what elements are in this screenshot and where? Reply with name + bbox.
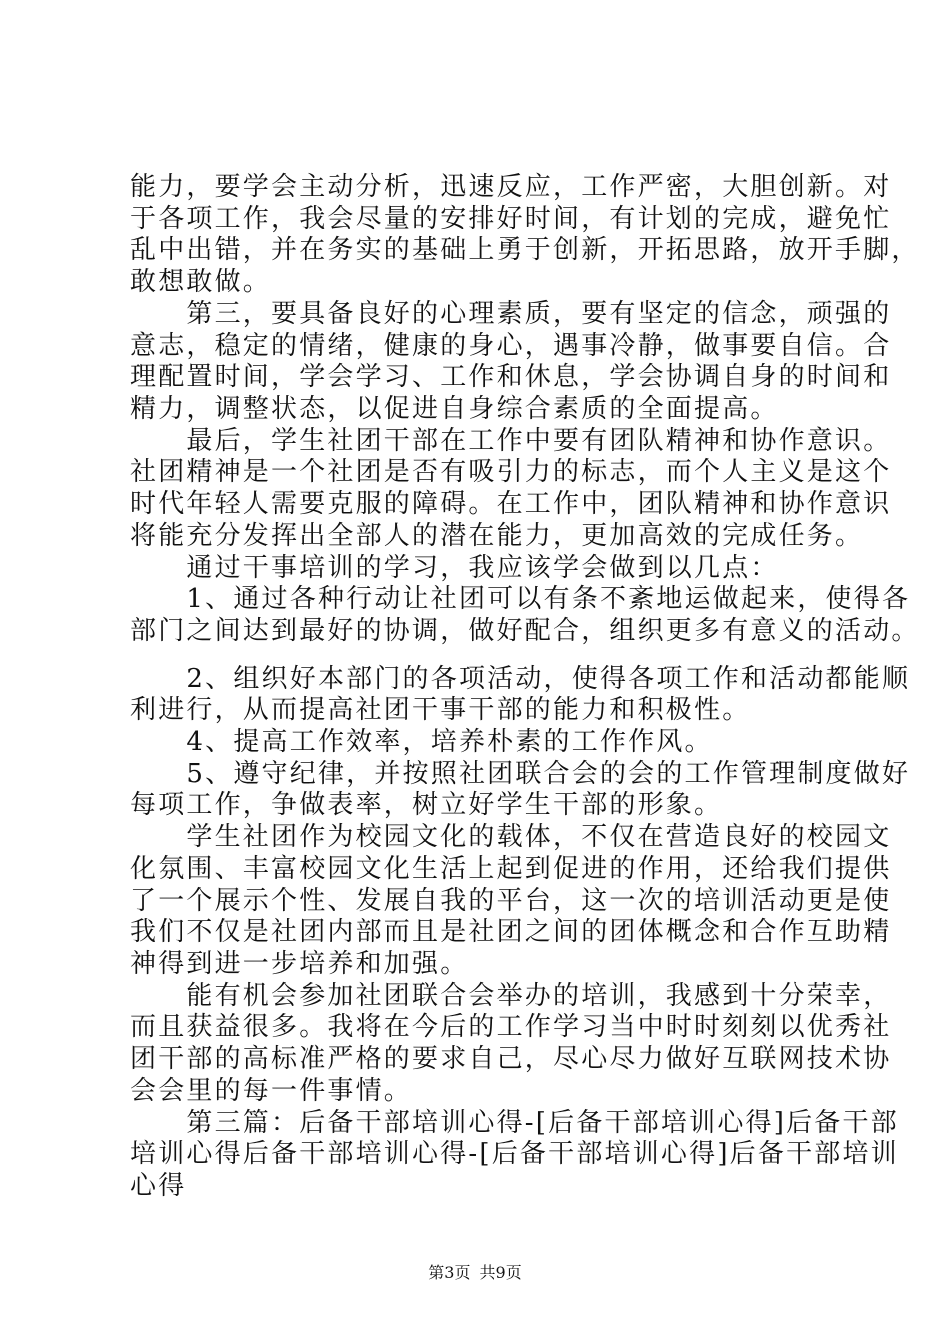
body-text-line: 社团精神是一个社团是否有吸引力的标志，而个人主义是这个 — [130, 457, 892, 487]
body-text-line: 1、通过各种行动让社团可以有条不紊地运做起来，使得各 — [130, 584, 911, 614]
body-text-line: 乱中出错，并在务实的基础上勇于创新，开拓思路，放开手脚， — [130, 235, 920, 265]
body-text-line: 部门之间达到最好的协调，做好配合，组织更多有意义的活动。 — [130, 616, 920, 646]
page-footer — [0, 1262, 950, 1284]
body-text-line: 第三，要具备良好的心理素质，要有坚定的信念，顽强的 — [130, 299, 892, 329]
page-total: 共9页 — [479, 1263, 522, 1282]
body-text-line: 第三篇：后备干部培训心得-[后备干部培训心得]后备干部 — [130, 1108, 899, 1138]
body-text-line: 会会里的每一件事情。 — [130, 1076, 413, 1106]
body-text-line: 敢想敢做。 — [130, 267, 272, 297]
body-text-line: 利进行，从而提高社团干事干部的能力和积极性。 — [130, 695, 751, 725]
body-text-line: 精力，调整状态，以促进自身综合素质的全面提高。 — [130, 394, 779, 424]
body-text-line: 而且获益很多。我将在今后的工作学习当中时时刻刻以优秀社 — [130, 1012, 892, 1042]
body-text-line: 化氛围、丰富校园文化生活上起到促进的作用，还给我们提供 — [130, 854, 892, 884]
body-text-line: 团干部的高标准严格的要求自己，尽心尽力做好互联网技术协 — [130, 1044, 892, 1074]
body-text-line: 2、组织好本部门的各项活动，使得各项工作和活动都能顺 — [130, 664, 911, 694]
body-text-line: 5、遵守纪律，并按照社团联合会的会的工作管理制度做好 — [130, 759, 911, 789]
body-text-line: 培训心得后备干部培训心得-[后备干部培训心得]后备干部培训 — [130, 1139, 899, 1169]
body-text-line: 神得到进一步培养和加强。 — [130, 949, 469, 979]
body-text-line: 时代年轻人需要克服的障碍。在工作中，团队精神和协作意识 — [130, 489, 892, 519]
body-text-line: 4、提高工作效率，培养朴素的工作作风。 — [130, 727, 713, 757]
body-text-line: 通过干事培训的学习，我应该学会做到以几点： — [130, 553, 779, 583]
body-text-line: 能有机会参加社团联合会举办的培训，我感到十分荣幸， — [130, 981, 892, 1011]
body-text-line: 将能充分发挥出全部人的潜在能力，更加高效的完成任务。 — [130, 521, 864, 551]
body-text-line: 心得 — [130, 1171, 187, 1201]
body-text-line: 我们不仅是社团内部而且是社团之间的团体概念和合作互助精 — [130, 917, 892, 947]
body-text-line: 了一个展示个性、发展自我的平台，这一次的培训活动更是使 — [130, 886, 892, 916]
page-number: 第3页 — [428, 1263, 471, 1282]
body-text-line: 学生社团作为校园文化的载体，不仅在营造良好的校园文 — [130, 822, 892, 852]
body-text-line: 于各项工作，我会尽量的安排好时间，有计划的完成，避免忙 — [130, 204, 892, 234]
body-text-line: 每项工作，争做表率，树立好学生干部的形象。 — [130, 790, 723, 820]
body-text-line: 意志，稳定的情绪，健康的身心，遇事冷静，做事要自信。合 — [130, 331, 892, 361]
body-text-line: 能力，要学会主动分析，迅速反应，工作严密，大胆创新。对 — [130, 172, 892, 202]
body-text-line: 理配置时间，学会学习、工作和休息，学会协调自身的时间和 — [130, 362, 892, 392]
body-text-line: 最后，学生社团干部在工作中要有团队精神和协作意识。 — [130, 426, 892, 456]
